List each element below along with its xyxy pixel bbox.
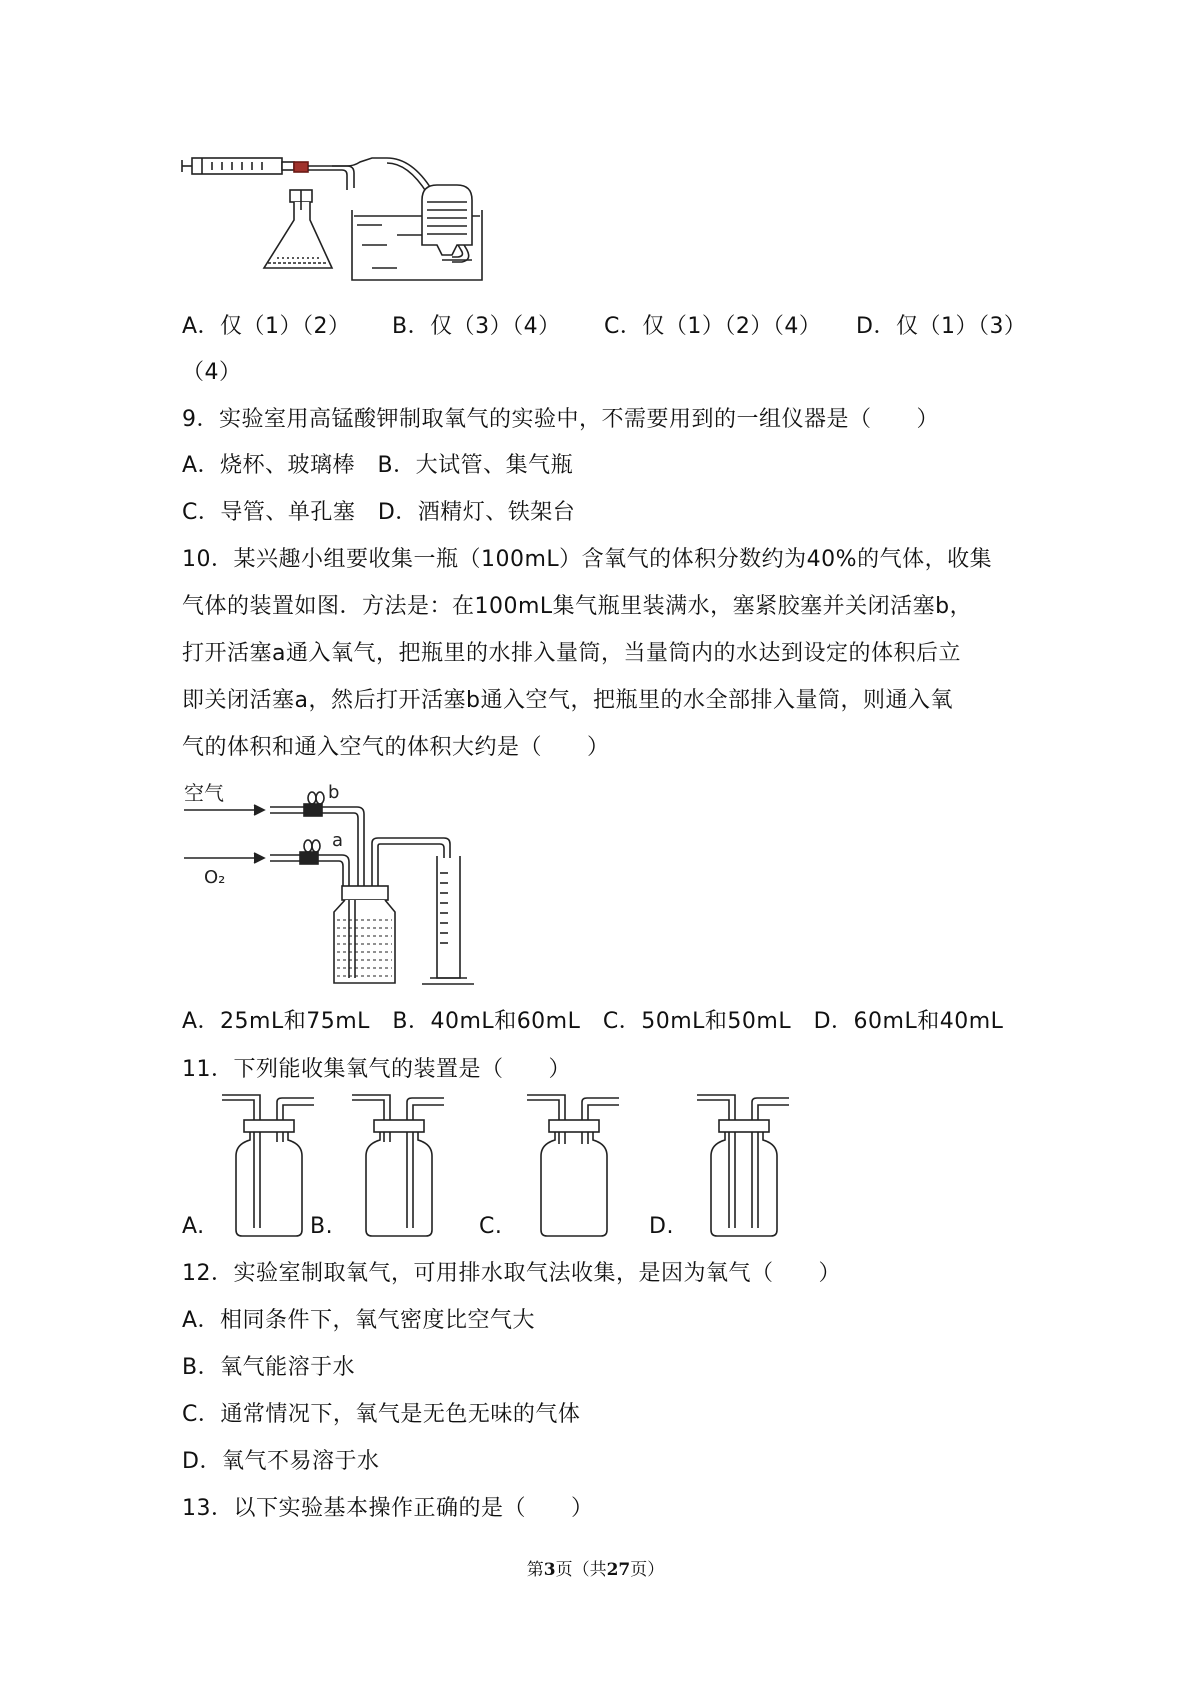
q13-stem: 13．以下实验基本操作正确的是（ ） xyxy=(182,1496,594,1521)
q11-stem: 11．下列能收集氧气的装置是（ ） xyxy=(182,1057,571,1082)
q12-stem: 12．实验室制取氧气，可用排水取气法收集，是因为氧气（ ） xyxy=(182,1261,841,1286)
q12-option-b: B．氧气能溶于水 xyxy=(182,1355,356,1380)
q10-options: A．25mL和75mL B．40mL和60mL C．50mL和50mL D．60mL和40mL xyxy=(182,1009,1004,1034)
q8-option-a: A．仅（1）（2） xyxy=(182,314,351,339)
q10-stem-line-3: 打开活塞a通入氧气，把瓶里的水排入量筒，当量筒内的水达到设定的体积后立 xyxy=(182,641,961,666)
label-valve-a: a xyxy=(332,830,344,851)
footer-suffix: 页） xyxy=(630,1560,665,1580)
q9-options-line-1: A．烧杯、玻璃棒 B．大试管、集气瓶 xyxy=(182,453,574,478)
q9-options-line-2: C．导管、单孔塞 D．酒精灯、铁架台 xyxy=(182,500,576,525)
q8-option-b: B．仅（3）（4） xyxy=(392,314,561,339)
figure-syringe-flask-trough xyxy=(182,150,482,300)
q8-option-d: D．仅（1）（3） xyxy=(856,314,1027,339)
label-valve-b: b xyxy=(328,782,340,803)
q12-option-d: D．氧气不易溶于水 xyxy=(182,1449,380,1474)
q10-stem-line-2: 气体的装置如图．方法是：在100mL集气瓶里装满水，塞紧胶塞并关闭活塞b， xyxy=(182,594,973,619)
q8-option-d-continued: （4） xyxy=(182,360,242,385)
q11-label-c: C. xyxy=(479,1214,503,1239)
label-o2: O₂ xyxy=(204,867,226,888)
q8-option-c: C．仅（1）（2）（4） xyxy=(604,314,822,339)
q12-option-a: A．相同条件下，氧气密度比空气大 xyxy=(182,1308,536,1333)
q11-label-a: A. xyxy=(182,1214,205,1239)
q10-stem-line-1: 10．某兴趣小组要收集一瓶（100mL）含氧气的体积分数约为40%的气体，收集 xyxy=(182,547,993,572)
q10-stem-line-5: 气的体积和通入空气的体积大约是（ ） xyxy=(182,735,610,760)
footer-mid: 页（共 xyxy=(555,1560,607,1580)
footer-page-number: 3 xyxy=(543,1560,556,1580)
figure-gas-collection-apparatus xyxy=(182,778,482,988)
q9-stem: 9．实验室用高锰酸钾制取氧气的实验中，不需要用到的一组仪器是（ ） xyxy=(182,407,939,432)
page-footer xyxy=(0,1555,1191,1580)
q12-option-c: C．通常情况下，氧气是无色无味的气体 xyxy=(182,1402,581,1427)
footer-prefix: 第 xyxy=(526,1560,544,1580)
q10-stem-line-4: 即关闭活塞a，然后打开活塞b通入空气，把瓶里的水全部排入量筒，则通入氧 xyxy=(182,688,953,713)
label-air: 空气 xyxy=(184,781,224,805)
q11-label-d: D. xyxy=(649,1214,674,1239)
footer-total-pages: 27 xyxy=(606,1560,631,1580)
q11-label-b: B. xyxy=(310,1214,334,1239)
